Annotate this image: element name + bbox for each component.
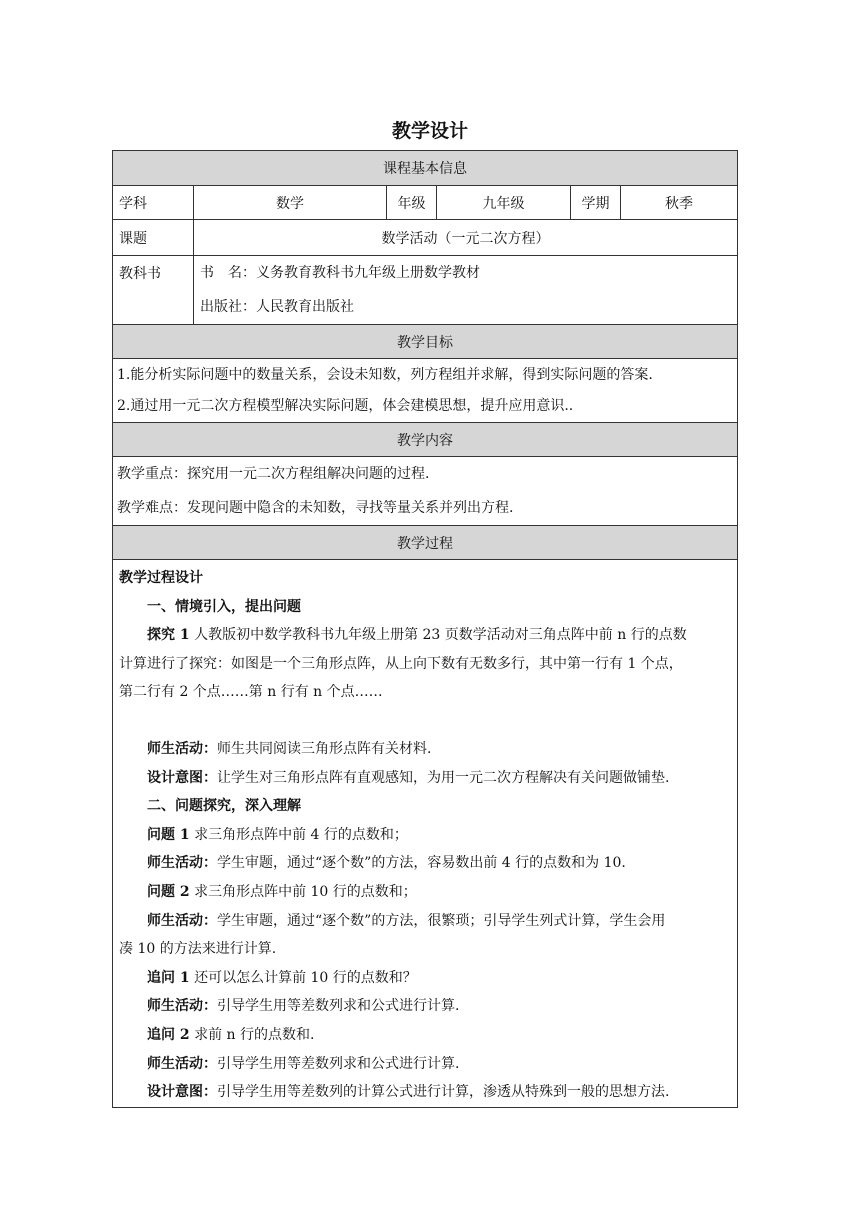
topic-label: 课题	[113, 220, 194, 256]
book-name-key: 书 名：	[200, 265, 256, 281]
activity-text: 学生审题，通过“逐个数”的方法，很繁琐；引导学生列式计算，学生会用	[217, 912, 666, 929]
design-intent-label: 设计意图：	[147, 769, 217, 786]
textbook-info	[194, 256, 738, 325]
goals-row	[113, 359, 738, 423]
term-value: 秋季	[621, 186, 738, 220]
follow-up-text: 还可以怎么计算前 10 行的点数和？	[189, 969, 417, 986]
topic-row	[113, 220, 738, 256]
activity-text: 引导学生用等差数列求和公式进行计算.	[217, 998, 460, 1015]
activity-2	[119, 849, 731, 878]
topic-value: 数学活动（一元二次方程）	[194, 220, 738, 256]
question-1	[119, 821, 731, 850]
process-row	[113, 560, 738, 1108]
difficulty-value: 发现问题中隐含的未知数，寻找等量关系并列出方程.	[187, 500, 514, 516]
difficulty-label: 教学难点：	[117, 500, 187, 516]
process-header-row	[113, 526, 738, 560]
activity-label: 师生活动：	[147, 998, 217, 1015]
key-point-value: 探究用一元二次方程组解决问题的过程.	[187, 466, 430, 482]
publisher-line	[200, 290, 731, 324]
explore-1-label: 探究 1	[147, 627, 190, 644]
content-row	[113, 457, 738, 526]
follow-up-1	[119, 964, 731, 993]
key-point-label: 教学重点：	[117, 466, 187, 482]
grade-value: 九年级	[437, 186, 571, 220]
textbook-label: 教科书	[113, 256, 194, 325]
activity-3-line-1	[119, 907, 731, 936]
activity-label: 师生活动：	[147, 1055, 217, 1072]
lesson-plan-table	[112, 150, 738, 1108]
question-text: 求三角形点阵中前 4 行的点数和；	[189, 826, 408, 843]
process-header: 教学过程	[113, 526, 738, 560]
question-text: 求三角形点阵中前 10 行的点数和；	[189, 883, 417, 900]
difficulty-line	[117, 491, 731, 525]
follow-up-label: 追问 2	[147, 1026, 190, 1043]
design-intent-2	[119, 1078, 731, 1107]
content-header-row	[113, 423, 738, 457]
activity-5	[119, 1050, 731, 1079]
goal-item: 1.能分析实际问题中的数量关系，会设未知数，列方程组并求解，得到实际问题的答案.	[117, 366, 653, 383]
process-body	[113, 560, 738, 1108]
activity-label: 师生活动：	[147, 912, 217, 929]
activity-text: 引导学生用等差数列求和公式进行计算.	[217, 1055, 460, 1072]
question-label: 问题 2	[147, 883, 190, 900]
grade-label: 年级	[387, 186, 437, 220]
design-intent-text: 让学生对三角形点阵有直观感知，为用一元二次方程解决有关问题做铺垫.	[217, 769, 670, 786]
goal-item: 2.通过用一元二次方程模型解决实际问题，体会建模思想，提升应用意识..	[117, 397, 574, 414]
question-label: 问题 1	[147, 826, 190, 843]
design-intent-1	[119, 764, 731, 793]
section-2-title: 二、问题探究，深入理解	[147, 798, 301, 815]
activity-text: 师生共同阅读三角形点阵有关材料.	[217, 740, 432, 757]
textbook-row	[113, 256, 738, 325]
publisher-value: 人民教育出版社	[256, 299, 354, 315]
section-1-title: 一、情境引入，提出问题	[147, 598, 301, 615]
key-point-line	[117, 457, 731, 491]
explore-1-line-3: 第二行有 2 个点……第 n 行有 n 个点……	[119, 684, 383, 701]
activity-text: 学生审题，通过“逐个数”的方法，容易数出前 4 行的点数和为 10.	[217, 855, 626, 872]
explore-1-line-1	[119, 621, 731, 650]
subject-value: 数学	[194, 186, 387, 220]
basic-info-header: 课程基本信息	[113, 151, 738, 186]
activity-4	[119, 992, 731, 1021]
content-header: 教学内容	[113, 423, 738, 457]
process-design-title: 教学过程设计	[119, 570, 203, 586]
blank-line	[119, 707, 731, 735]
explore-1-line-2: 计算进行了探究：如图是一个三角形点阵，从上向下数有无数多行，其中第一行有 1 个点，	[119, 655, 683, 672]
follow-up-text: 求前 n 行的点数和.	[189, 1026, 315, 1043]
follow-up-label: 追问 1	[147, 969, 190, 986]
subject-row	[113, 186, 738, 220]
book-name-value: 义务教育教科书九年级上册数学教材	[256, 265, 480, 281]
question-2	[119, 878, 731, 907]
goals-header-row	[113, 325, 738, 359]
publisher-key: 出版社：	[200, 299, 256, 315]
activity-label: 师生活动：	[147, 740, 217, 757]
page-title: 教学设计	[391, 120, 468, 142]
explore-1-text: 人教版初中数学教科书九年级上册第 23 页数学活动对三角点阵中前 n 行的点数	[189, 627, 687, 644]
goals-body	[113, 359, 738, 423]
content-body	[113, 457, 738, 526]
term-label: 学期	[571, 186, 621, 220]
goals-header: 教学目标	[113, 325, 738, 359]
book-name-line	[200, 256, 731, 290]
activity-3-line-2: 凑 10 的方法来进行计算.	[119, 941, 277, 958]
activity-label: 师生活动：	[147, 855, 217, 872]
design-intent-label: 设计意图：	[147, 1084, 217, 1101]
basic-info-header-row	[113, 151, 738, 186]
follow-up-2	[119, 1021, 731, 1050]
subject-label: 学科	[113, 186, 194, 220]
design-intent-text: 引导学生用等差数列的计算公式进行计算，渗透从特殊到一般的思想方法.	[217, 1084, 670, 1101]
activity-1	[119, 735, 731, 764]
